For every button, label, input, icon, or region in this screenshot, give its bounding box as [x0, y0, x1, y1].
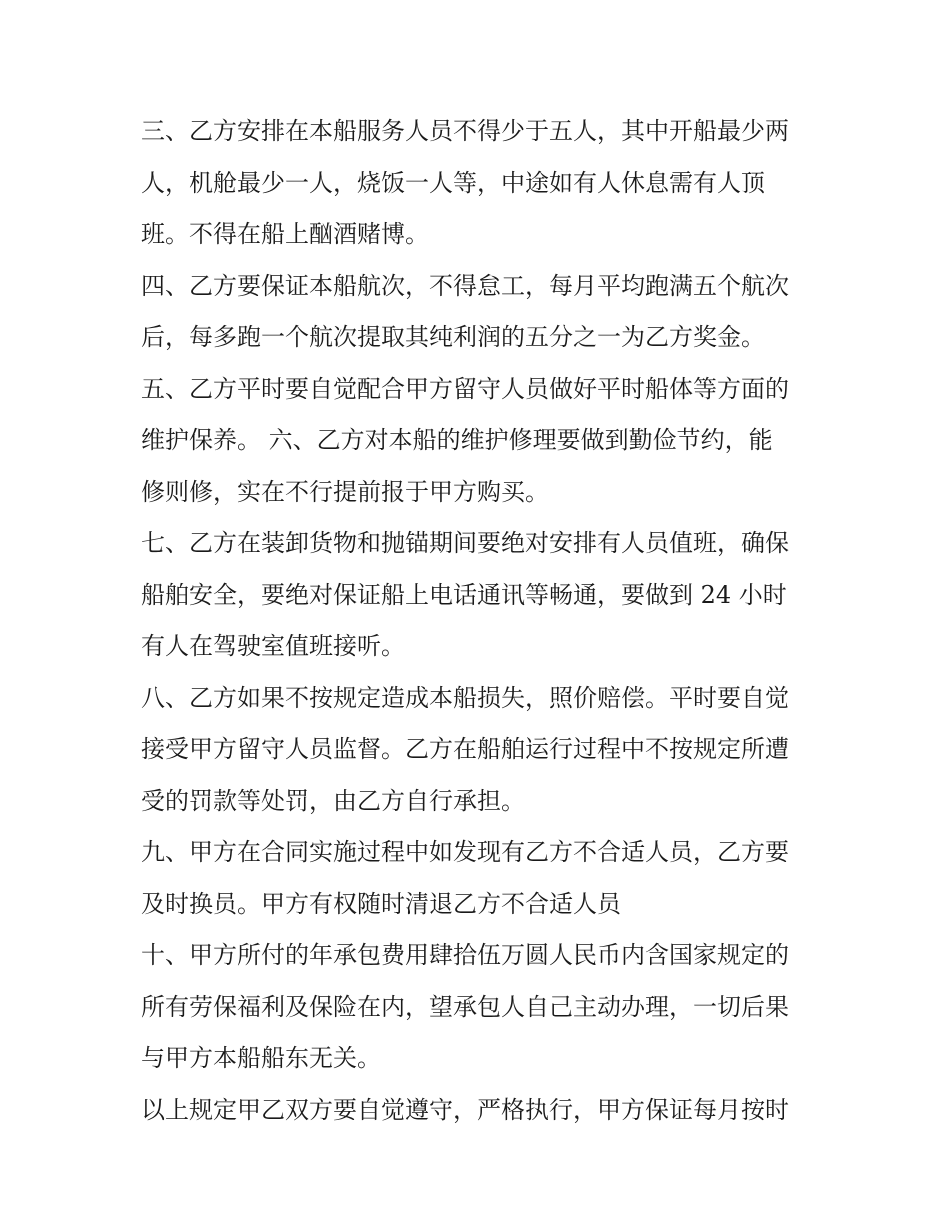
text-line: 有人在驾驶室值班接听。	[141, 632, 405, 660]
text-line: 受的罚款等处罚，由乙方自行承担。	[141, 786, 525, 815]
text-line: 班。不得在船上酗酒赌博。	[141, 220, 429, 248]
text-line: 十、甲方所付的年承包费用肆拾伍万圆人民币内含国家规定的	[141, 941, 789, 969]
text-line: 三、乙方安排在本船服务人员不得少于五人，其中开船最少两	[141, 117, 789, 145]
text-line: 人，机舱最少一人，烧饭一人等，中途如有人休息需有人顶	[141, 168, 765, 197]
text-line: 八、乙方如果不按规定造成本船损失，照价赔偿。平时要自觉	[141, 683, 789, 712]
closing-statement	[141, 1085, 813, 1137]
document-body	[141, 106, 813, 1136]
text-line: 四、乙方要保证本船航次，不得怠工，每月平均跑满五个航次	[141, 271, 789, 300]
text-line: 接受甲方留守人员监督。乙方在船舶运行过程中不按规定所遭	[141, 735, 789, 763]
clause-7	[141, 518, 813, 673]
clause-4	[141, 261, 813, 364]
text-line: 五、乙方平时要自觉配合甲方留守人员做好平时船体等方面的	[141, 374, 789, 403]
clause-10	[141, 930, 813, 1085]
text-line: 修则修，实在不行提前报于甲方购买。	[141, 477, 549, 506]
clause-3	[141, 106, 813, 261]
text-line: 九、甲方在合同实施过程中如发现有乙方不合适人员，乙方要	[141, 838, 789, 866]
text-line: 船舶安全，要绝对保证船上电话通讯等畅通，要做到 24 小时	[141, 580, 787, 609]
text-line: 后，每多跑一个航次提取其纯利润的五分之一为乙方奖金。	[141, 323, 765, 351]
text-line: 以上规定甲乙双方要自觉遵守，严格执行，甲方保证每月按时	[141, 1095, 789, 1124]
text-line: 所有劳保福利及保险在内，望承包人自己主动办理，一切后果	[141, 992, 789, 1021]
clause-5-6	[141, 364, 813, 519]
text-line: 维护保养。 六、乙方对本船的维护修理要做到勤俭节约，能	[141, 426, 773, 454]
text-line: 七、乙方在装卸货物和抛锚期间要绝对安排有人员值班，确保	[141, 529, 789, 557]
text-line: 与甲方本船船东无关。	[141, 1044, 381, 1072]
clause-8	[141, 673, 813, 828]
clause-9	[141, 827, 813, 930]
text-line: 及时换员。甲方有权随时清退乙方不合适人员	[141, 889, 621, 918]
